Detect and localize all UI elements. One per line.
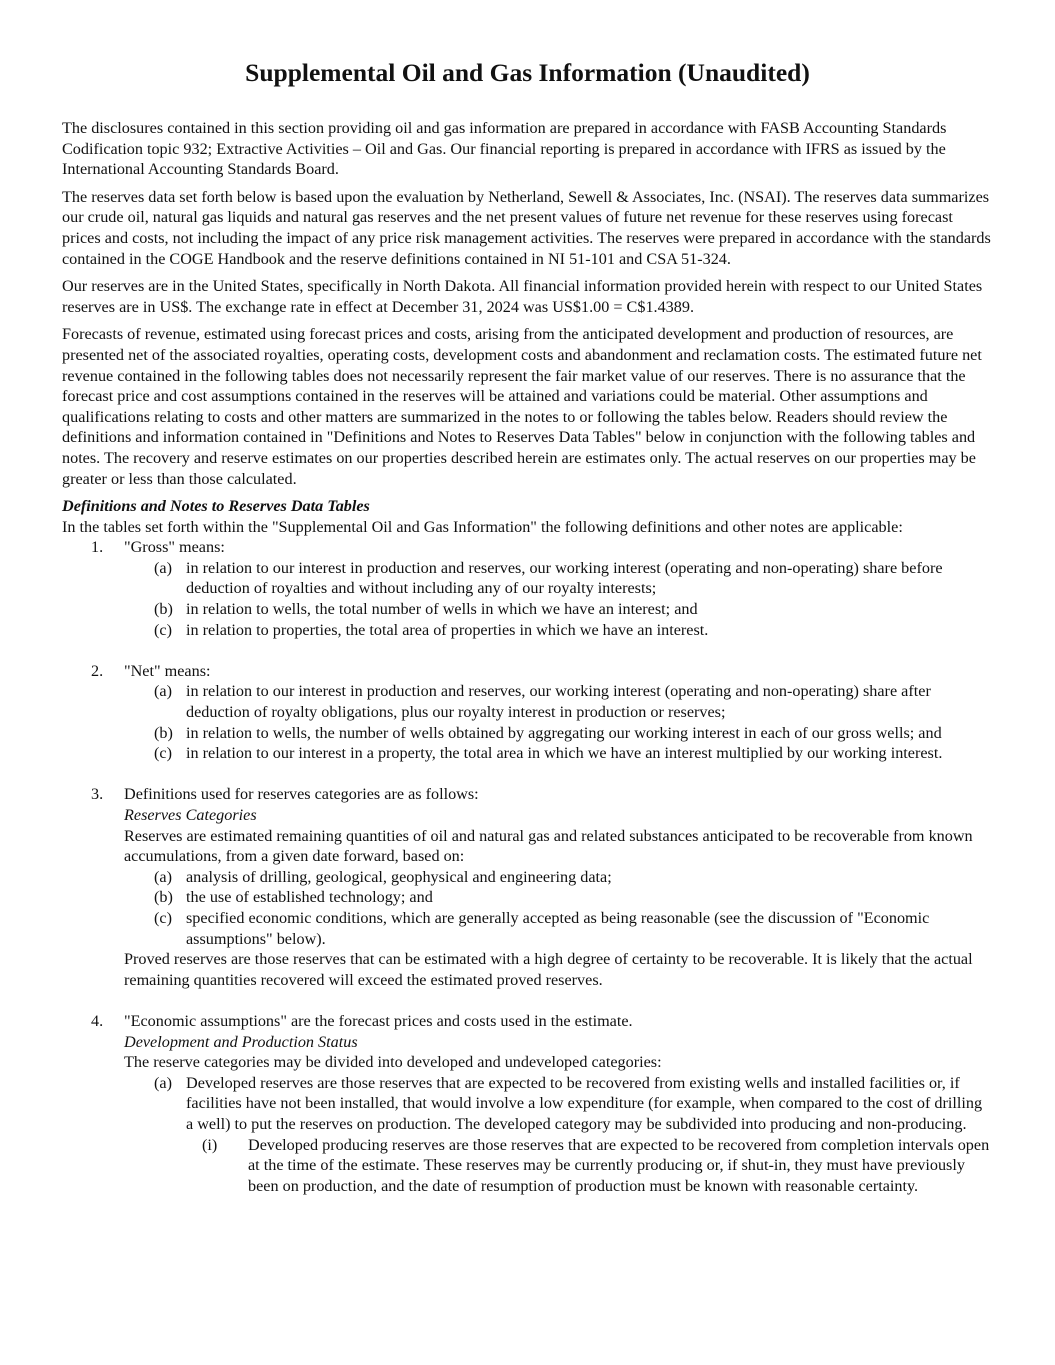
sub-item-label: (b) [154, 600, 173, 619]
definition-item-gross [62, 537, 993, 640]
item-closing: Proved reserves are those reserves that can be estimated with a high degree of certainty to be recoverable. It is likely that the actual remaining quantities recovered will exceed the estimated proved reserves. [124, 950, 973, 989]
paragraph-accounting-basis: The disclosures contained in this section providing oil and gas information are prepared in accordance with FASB Accounting Standards Codification topic 932; Extractive Activities – Oil and Gas. Our financial reporting is prepared in accordance with IFRS as issued by the International Accounting Standards Board. [62, 119, 947, 179]
item-text: "Gross" means: [124, 538, 225, 557]
roman-sub-item-label: (i) [202, 1135, 218, 1154]
sub-item [124, 723, 993, 744]
sub-item [124, 867, 993, 888]
definition-item-reserves-categories [62, 784, 993, 990]
sub-item [124, 1073, 993, 1135]
definition-item-economic-assumptions [62, 1011, 993, 1196]
sub-item-text: the use of established technology; and [186, 888, 433, 907]
sub-item-label: (c) [154, 908, 172, 927]
page-title: Supplemental Oil and Gas Information (Unaudited) [245, 58, 810, 87]
item-body: The reserve categories may be divided into developed and undeveloped categories: [124, 1053, 662, 1072]
sub-item-text: in relation to wells, the number of wells obtained by aggregating our working interest in each of our gross wells; and [186, 723, 942, 742]
sub-item-text: in relation to our interest in a property, the total area in which we have an interest multiplied by our working interest. [186, 744, 943, 763]
item-number: 4. [91, 1011, 104, 1030]
sub-item-text: Developed reserves are those reserves that are expected to be recovered from existing wells and installed facilities or, if facilities have not been installed, that would involve a low expenditure (for example, when compared to the cost of drilling a well) to put the reserves on production. The developed category may be subdivided into producing and non-producing. [186, 1073, 983, 1133]
item-text: "Economic assumptions" are the forecast prices and costs used in the estimate. [124, 1011, 633, 1030]
sub-item-text: in relation to wells, the total number of wells in which we have an interest; and [186, 600, 698, 619]
item-subheading: Reserves Categories [124, 806, 257, 824]
sub-item [124, 620, 993, 641]
item-number: 2. [91, 661, 104, 680]
paragraph-currency: Our reserves are in the United States, specifically in North Dakota. All financial information provided herein with respect to our United States reserves are in US$. The exchange rate in effect at December 31, 2024 was US$1.00 = C$1.4389. [62, 277, 983, 316]
sub-item [124, 558, 993, 599]
sub-item-label: (a) [154, 867, 172, 886]
item-text: "Net" means: [124, 661, 211, 680]
sub-item-label: (a) [154, 682, 172, 701]
intro-section [62, 118, 993, 489]
item-body: Reserves are estimated remaining quantities of oil and natural gas and related substances anticipated to be recoverable from known accumulations, from a given date forward, based on: [124, 826, 973, 866]
definitions-intro: In the tables set forth within the "Supplemental Oil and Gas Information" the following definitions and other notes are applicable: [62, 517, 903, 536]
paragraph-forecasts: Forecasts of revenue, estimated using forecast prices and costs, arising from the anticipated development and production of resources, are presented net of the associated royalties, operating costs, development costs and abandonment and reclamation costs. The estimated future net revenue contained in the following tables does not necessarily represent the fair market value of our reserves. There is no assurance that the forecast price and cost assumptions contained in the reserves will be attained and variations could be material. Other assumptions and qualifications relating to costs and other matters are summarized in the notes to or following the tables below. Readers should review the definitions and information contained in "Definitions and Notes to Reserves Data Tables" below in conjunction with the following tables and notes. The recovery and reserve estimates on our properties described herein are estimates only. The actual reserves on our properties may be greater or less than those calculated. [62, 325, 982, 488]
sub-item-text: specified economic conditions, which are generally accepted as being reasonable (see the discussion of "Economic assumptions" below). [186, 908, 930, 948]
spacer [62, 640, 993, 661]
spacer [62, 990, 993, 1011]
item-text: Definitions used for reserves categories are as follows: [124, 785, 479, 804]
sub-item-label: (b) [154, 723, 173, 742]
item-number: 1. [91, 538, 104, 557]
sub-item [124, 681, 993, 722]
sub-item-label: (a) [154, 1073, 172, 1092]
sub-item-label: (c) [154, 620, 172, 639]
sub-item-label: (c) [154, 744, 172, 763]
spacer [62, 764, 993, 785]
section-heading-definitions: Definitions and Notes to Reserves Data Tables [62, 497, 370, 516]
sub-item [124, 908, 993, 949]
sub-item-text: in relation to properties, the total area of properties in which we have an interest. [186, 620, 709, 639]
sub-item [124, 599, 993, 620]
paragraph-reserves-data: The reserves data set forth below is based upon the evaluation by Netherland, Sewell & Associates, Inc. (NSAI). The reserves data summarizes our crude oil, natural gas liquids and natural gas reserves and the net present values of future net revenue for these reserves using forecast prices and costs, not including the impact of any price risk management activities. The reserves were prepared in accordance with the standards contained in the COGE Handbook and the reserve definitions contained in NI 51-101 and CSA 51-324. [62, 187, 991, 268]
roman-sub-item [124, 1135, 993, 1197]
sub-item-label: (b) [154, 888, 173, 907]
sub-item-text: in relation to our interest in production and reserves, our working interest (operating and non-operating) share before deduction of royalties and without including any of our royalty interests; [186, 558, 943, 598]
sub-item-label: (a) [154, 558, 172, 577]
sub-item-text: analysis of drilling, geological, geophysical and engineering data; [186, 867, 612, 886]
item-subheading: Development and Production Status [124, 1032, 358, 1051]
definition-item-net [62, 661, 993, 764]
roman-sub-item-text: Developed producing reserves are those reserves that are expected to be recovered from completion intervals open at the time of the estimate. These reserves may be currently producing or, if shut-in, they must have previously been on production, and the date of resumption of production must be known with reasonable certainty. [248, 1135, 990, 1195]
sub-item [124, 743, 993, 764]
sub-item [124, 887, 993, 908]
sub-item-text: in relation to our interest in production and reserves, our working interest (operating and non-operating) share after deduction of royalty obligations, plus our royalty interest in production or reserves; [186, 682, 931, 722]
item-number: 3. [91, 785, 104, 804]
